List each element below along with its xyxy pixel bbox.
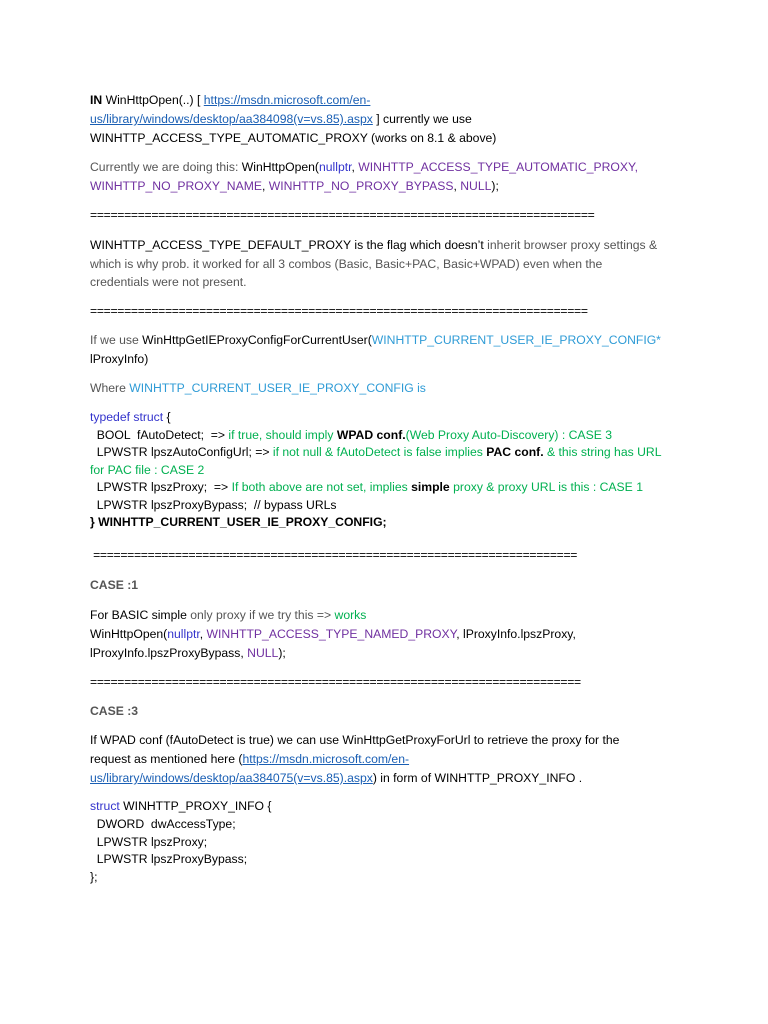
para-default-proxy-line3: credentials were not present. [90,275,247,289]
separator: ======================================================================= [90,548,578,562]
text: , [453,179,461,193]
text: ); [491,179,499,193]
text: If both above are not set, implies [231,480,412,494]
msdn-link-aa384075-cont[interactable]: us/library/windows/desktop/aa384075(v=vs.85).aspx [90,771,373,785]
text: ) in form of WINHTTP_PROXY_INFO . [372,771,583,785]
text: WINHTTP_ACCESS_TYPE_AUTOMATIC_PROXY, [358,160,638,174]
text: NULL [460,179,492,193]
text: LPWSTR lpszProxy; => [90,480,232,494]
text: WINHTTP_NO_PROXY_NAME [90,179,263,193]
para-current-call-line2 [90,177,700,195]
text: lProxyInfo.lpszProxyBypass, [90,646,248,660]
separator: ========================================================================== [90,208,595,222]
para-case1-line3 [90,644,700,662]
text: PAC conf. [486,445,544,459]
text: WinHttpOpen(..) [ [102,93,204,107]
code-struct-line1 [90,797,700,815]
text: For BASIC simple [90,608,187,622]
text: IN [90,93,103,107]
text: only proxy if we try this => [186,608,335,622]
code-typedef-line6: LPWSTR lpszProxyBypass; // bypass URLs [90,498,337,512]
para-default-proxy-line1 [90,236,700,254]
text: nullptr [318,160,352,174]
msdn-link-aa384098[interactable]: https://msdn.microsoft.com/en- [203,93,371,107]
para-ie-proxy-line1 [90,331,700,349]
text: NULL [247,646,279,660]
text: works [334,608,367,622]
para-winhttpopen-line3 [90,129,700,147]
text: LPWSTR lpszAutoConfigUrl; => [90,445,273,459]
text: if true, should imply [228,428,337,442]
text: (Web Proxy Auto-Discovery) : CASE 3 [405,428,612,442]
text: request as mentioned here ( [90,752,243,766]
para-winhttpopen-line1 [90,91,700,109]
code-struct-line4: LPWSTR lpszProxyBypass; [90,852,248,866]
text: ); [278,646,286,660]
text: WPAD conf. [336,428,406,442]
case-1-heading: CASE :1 [90,578,139,592]
text: WinHttpOpen( [90,627,168,641]
case-3-heading: CASE :3 [90,704,139,718]
msdn-link-aa384075[interactable]: https://msdn.microsoft.com/en- [242,752,410,766]
code-typedef-line2 [90,426,700,444]
para-case3-line3 [90,769,700,787]
para-case1-line1 [90,606,700,624]
text: inherit browser proxy settings & [483,238,658,252]
text: WINHTTP_ACCESS_TYPE_DEFAULT_PROXY is the flag which doesn’t [90,238,484,252]
para-case3-line1: If WPAD conf (fAutoDetect is true) we can use WinHttpGetProxyForUrl to retrieve the proxy for the [90,733,620,747]
text: & this string has URL [543,445,662,459]
text: WINHTTP_PROXY_INFO { [119,799,272,813]
text: ] currently we use [372,112,472,126]
para-default-proxy-line2: which is why prob. it worked for all 3 combos (Basic, Basic+PAC, Basic+WPAD) even when the [90,257,603,271]
code-typedef-line4: for PAC file : CASE 2 [90,463,205,477]
text: Where [90,381,130,395]
text: WINHTTP_CURRENT_USER_IE_PROXY_CONFIG is [129,381,426,395]
text: WINHTTP_CURRENT_USER_IE_PROXY_CONFIG* [371,333,661,347]
text: WINHTTP_ACCESS_TYPE_NAMED_PROXY [206,627,457,641]
code-typedef-line5 [90,478,700,496]
separator: ======================================================================== [90,675,581,689]
code-struct-line3: LPWSTR lpszProxy; [90,835,208,849]
text: , lProxyInfo.lpszProxy, [456,627,576,641]
text: proxy & proxy URL is this : CASE 1 [449,480,643,494]
text: , [351,160,359,174]
text: BOOL fAutoDetect; => [90,428,229,442]
msdn-link-aa384098-cont[interactable]: us/library/windows/desktop/aa384098(v=vs.85).aspx [90,112,373,126]
code-struct-line5: }; [90,870,98,884]
code-typedef-line7: } WINHTTP_CURRENT_USER_IE_PROXY_CONFIG; [90,515,387,529]
text: struct [90,799,120,813]
text: { [163,410,171,424]
text: Currently we are doing this: [90,160,242,174]
text: WinHttpGetIEProxyConfigForCurrentUser( [142,333,372,347]
text: simple [411,480,450,494]
para-winhttpopen-line2 [90,110,700,128]
text: If we use [90,333,143,347]
text: WINHTTP_ACCESS_TYPE_AUTOMATIC_PROXY (works on 8.1 & above) [90,131,497,145]
code-typedef-line1 [90,408,700,426]
para-ie-proxy-line2: lProxyInfo) [90,352,149,366]
text: typedef struct [90,410,164,424]
para-case1-line2 [90,625,700,643]
para-where [90,379,700,397]
code-typedef-line3 [90,443,700,461]
separator: ========================================================================= [90,304,588,318]
text: , [262,179,269,193]
text: nullptr [167,627,200,641]
code-struct-line2: DWORD dwAccessType; [90,817,236,831]
text: if not null & fAutoDetect is false implies [272,445,487,459]
text: , [199,627,207,641]
para-case3-line2 [90,750,700,768]
text: WinHttpOpen( [241,160,319,174]
para-current-call-line1 [90,158,700,176]
text: WINHTTP_NO_PROXY_BYPASS [268,179,454,193]
